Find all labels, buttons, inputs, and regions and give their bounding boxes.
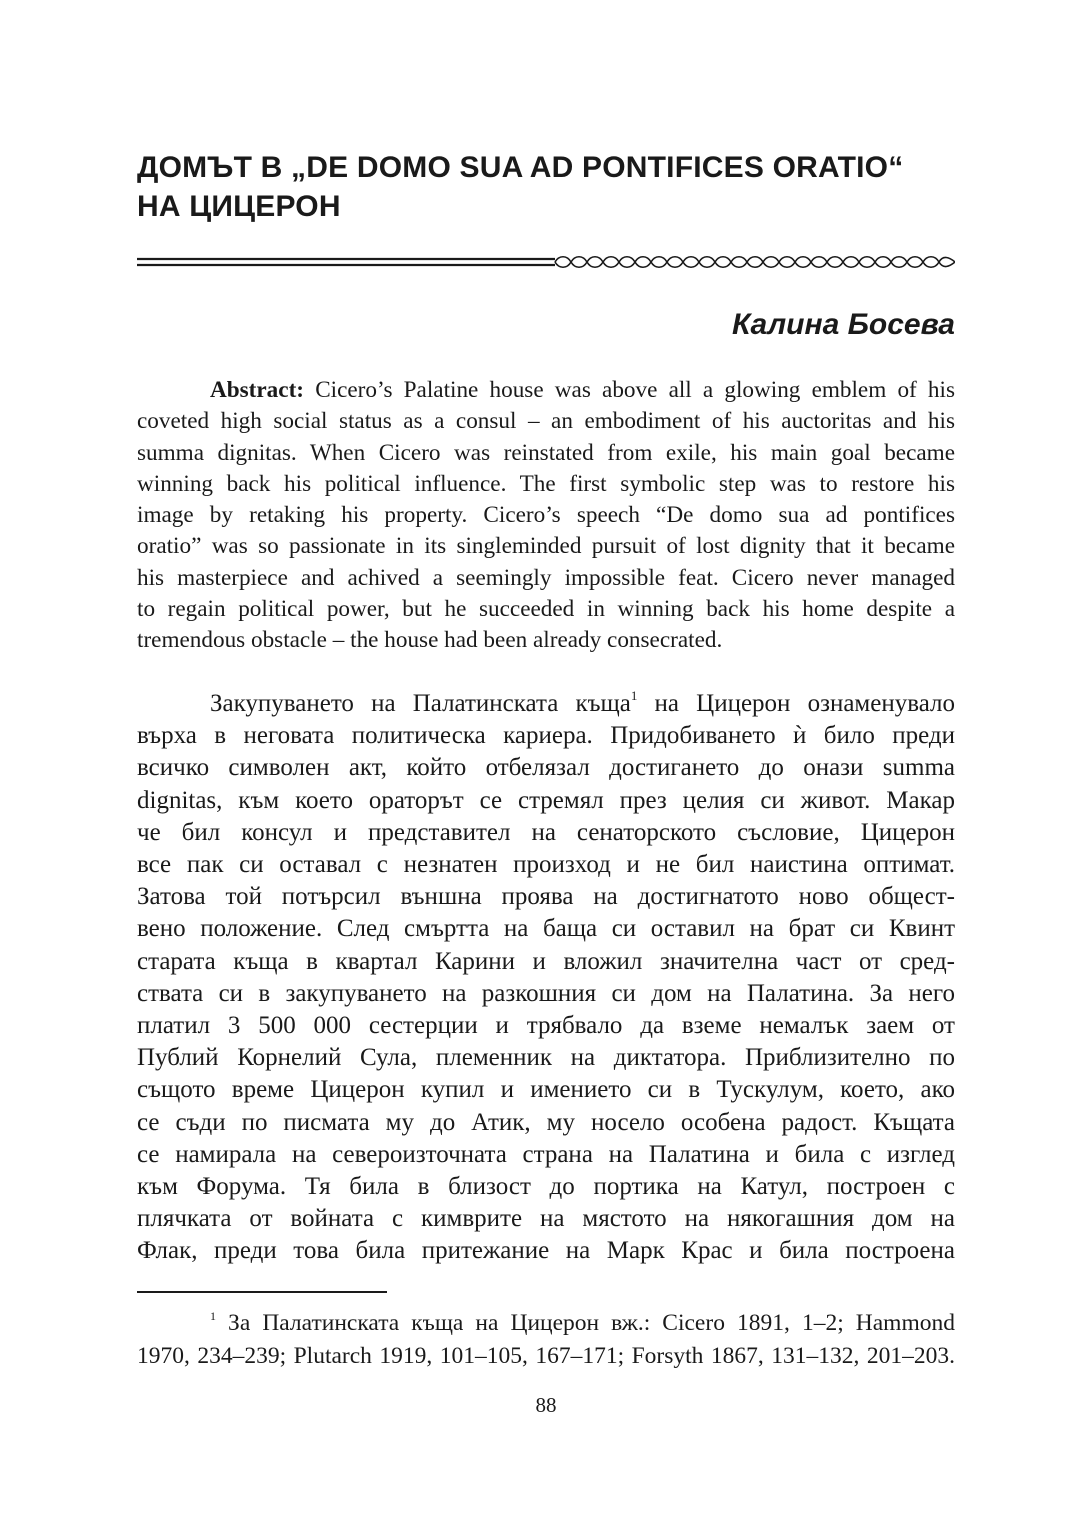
abstract-line: image by retaking his property. Cicero’s speech “De domo sua ad pontifices	[137, 502, 955, 529]
page	[137, 0, 955, 1530]
body-line: ствата си в закупуването на разкошния си дом на Палатина. За него	[137, 979, 955, 1007]
body-paragraph	[137, 688, 955, 1268]
body-line: че бил консул и представител на сенаторското съсловие, Цицерон	[137, 818, 955, 846]
abstract-line: coveted high social status as a consul – an embodiment of his auctoritas and his	[137, 408, 955, 435]
abstract-line: tremendous obstacle – the house had been already consecrated.	[137, 627, 723, 654]
body-line: Публий Корнелий Сула, племенник на диктатора. Приблизително по	[137, 1044, 955, 1072]
body-line: всичко символен акт, който отбелязал достигането до онази summa	[137, 754, 955, 782]
body-line: Затова той потърсил външна проява на достигнатото ново общест-	[137, 883, 955, 911]
body-line: старата къща в квартал Карини и вложил значителна част от сред-	[137, 947, 955, 975]
abstract-line: to regain political power, but he succeeded in winning back his home despite a	[137, 596, 955, 623]
body-line: вено положение. След смъртта на баща си оставил на брат си Квинт	[137, 915, 955, 943]
abstract-line: oratio” was so passionate in its singleminded pursuit of lost dignity that it became	[137, 533, 955, 560]
title-ornament-rule	[137, 251, 955, 273]
title-line-1: ДОМЪТ В „DE DOMO SUA AD PONTIFICES ORATIO“	[137, 151, 904, 184]
body-line: dignitas, към което ораторът се стремял през целия си живот. Макар	[137, 786, 955, 814]
footnote-line: 1970, 234–239; Plutarch 1919, 101–105, 167–171; Forsyth 1867, 131–132, 201–203.	[137, 1342, 955, 1369]
author-name: Калина Босева	[732, 308, 955, 341]
abstract	[137, 375, 955, 657]
article-title	[137, 148, 955, 226]
body-line: платил 3 500 000 сестерции и трябвало да вземе немалък заем от	[137, 1012, 955, 1040]
abstract-line: winning back his political influence. The first symbolic step was to restore his	[137, 470, 955, 497]
page-number: 88	[535, 1393, 557, 1417]
body-line: върха в неговата политическа кариера. Придобиването ѝ било преди	[137, 722, 955, 750]
footnote-number: 1	[210, 1309, 216, 1323]
footnote-line: $^1$ За Палатинската къща на Цицерон вж.: Cicero 1891, 1–2; Hammond	[210, 1309, 955, 1336]
body-line: плячката от войната с кимврите на мястото на някогашния дом на	[137, 1205, 955, 1233]
footnote-reference[interactable]: 1	[630, 688, 638, 703]
body-line: Флак, преди това била притежание на Марк Крас и била построена	[137, 1237, 955, 1265]
body-line: се намирала на североизточната страна на Палатина и била с изглед	[137, 1140, 955, 1168]
abstract-line: his masterpiece and achived a seemingly impossible feat. Cicero never managed	[137, 564, 955, 591]
body-line: Закупуването на Палатинската къща$^1$ на Цицерон ознаменувало	[210, 688, 955, 717]
abstract-line: summa dignitas. When Cicero was reinstated from exile, his main goal became	[137, 439, 955, 466]
body-line: все пак си оставал с незнатен произход и не бил наистина оптимат.	[137, 851, 955, 879]
body-line: същото време Цицерон купил и имението си в Тускулум, което, ако	[137, 1076, 955, 1104]
abstract-line: Abstract: Cicero’s Palatine house was above all a glowing emblem of his	[210, 377, 955, 403]
body-line: към Форума. Тя била в близост до портика на Катул, построен с	[137, 1173, 955, 1201]
title-line-2: НА ЦИЦЕРОН	[137, 190, 341, 223]
body-line: се съди по писмата му до Атик, му носело особена радост. Къщата	[137, 1108, 955, 1136]
footnote	[137, 1307, 955, 1372]
footnote-separator	[137, 1291, 387, 1293]
abstract-label: Abstract:	[210, 377, 305, 403]
